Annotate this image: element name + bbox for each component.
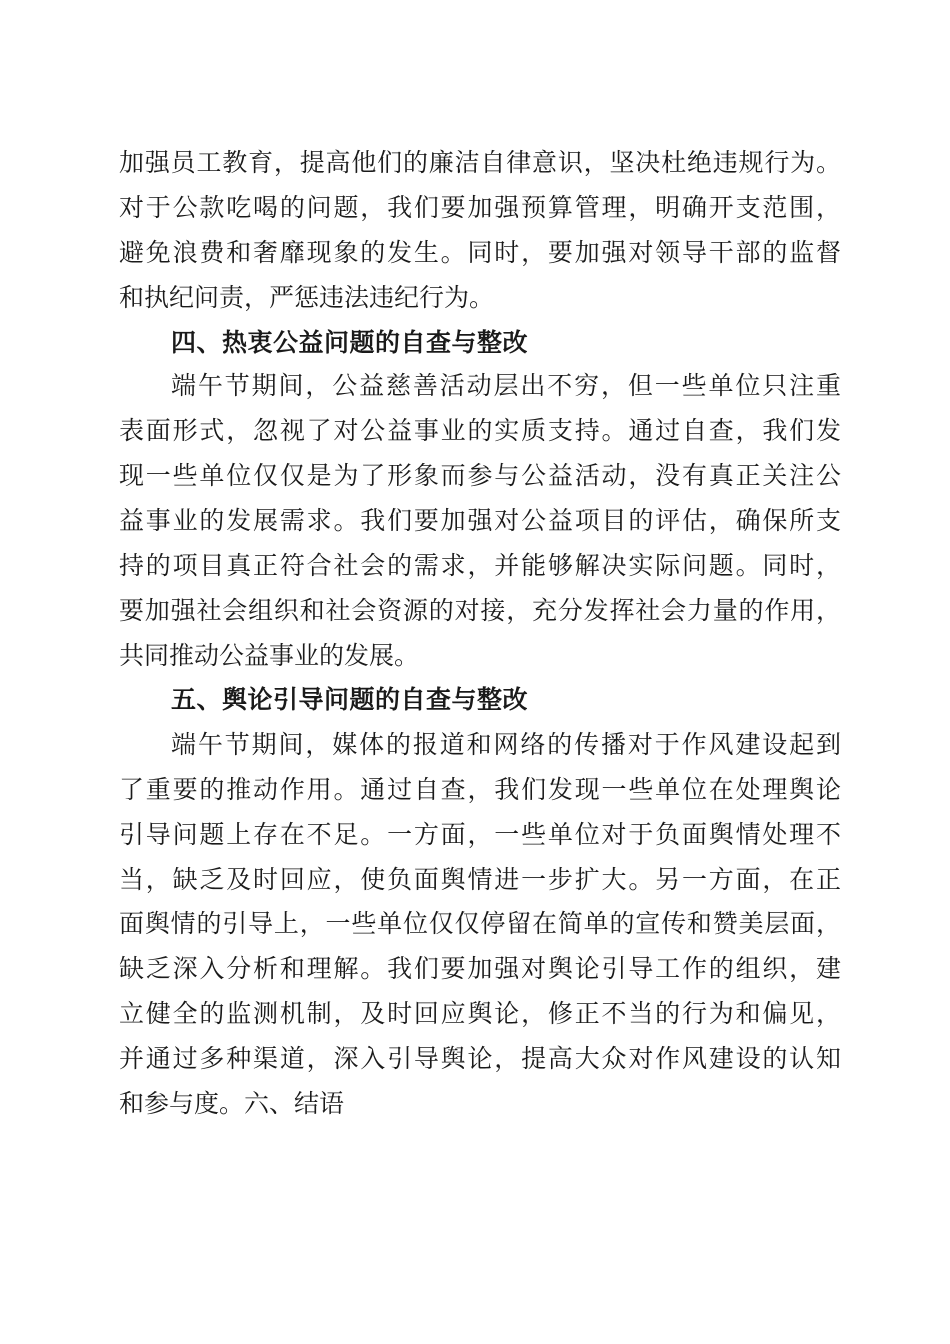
paragraph-line: 面舆情的引导上，一些单位仅仅停留在简单的宣传和赞美层面， [119, 909, 841, 938]
section-heading: 五、舆论引导问题的自查与整改 [171, 685, 529, 714]
paragraph-line: 并通过多种渠道，深入引导舆论，提高大众对作风建设的认知 [119, 1044, 841, 1073]
paragraph-line: 当，缺乏及时回应，使负面舆情进一步扩大。另一方面，在正 [119, 865, 841, 894]
paragraph-line: 端午节期间，媒体的报道和网络的传播对于作风建设起到 [171, 730, 841, 759]
paragraph-line: 持的项目真正符合社会的需求，并能够解决实际问题。同时， [119, 551, 841, 580]
section-heading: 四、热衷公益问题的自查与整改 [171, 328, 529, 357]
paragraph-line: 和执纪问责，严惩违法违纪行为。 [119, 283, 495, 312]
paragraph-line: 要加强社会组织和社会资源的对接，充分发挥社会力量的作用， [119, 596, 841, 625]
paragraph-line: 益事业的发展需求。我们要加强对公益项目的评估，确保所支 [119, 506, 841, 535]
paragraph-line: 加强员工教育，提高他们的廉洁自律意识，坚决杜绝违规行为。 [119, 148, 841, 177]
paragraph-line: 了重要的推动作用。通过自查，我们发现一些单位在处理舆论 [119, 775, 841, 804]
paragraph-line: 缺乏深入分析和理解。我们要加强对舆论引导工作的组织，建 [119, 954, 841, 983]
paragraph-line: 表面形式，忽视了对公益事业的实质支持。通过自查，我们发 [119, 416, 841, 445]
paragraph-line: 引导问题上存在不足。一方面，一些单位对于负面舆情处理不 [119, 820, 841, 849]
paragraph-line: 对于公款吃喝的问题，我们要加强预算管理，明确开支范围， [119, 193, 841, 222]
paragraph-line: 避免浪费和奢靡现象的发生。同时，要加强对领导干部的监督 [119, 238, 841, 267]
paragraph-line: 立健全的监测机制，及时回应舆论，修正不当的行为和偏见， [119, 999, 841, 1028]
paragraph-line: 现一些单位仅仅是为了形象而参与公益活动，没有真正关注公 [119, 461, 841, 490]
paragraph-line: 共同推动公益事业的发展。 [119, 641, 420, 670]
paragraph-line: 和参与度。六、结语 [119, 1089, 345, 1118]
paragraph-line: 端午节期间，公益慈善活动层出不穷，但一些单位只注重 [171, 371, 841, 400]
